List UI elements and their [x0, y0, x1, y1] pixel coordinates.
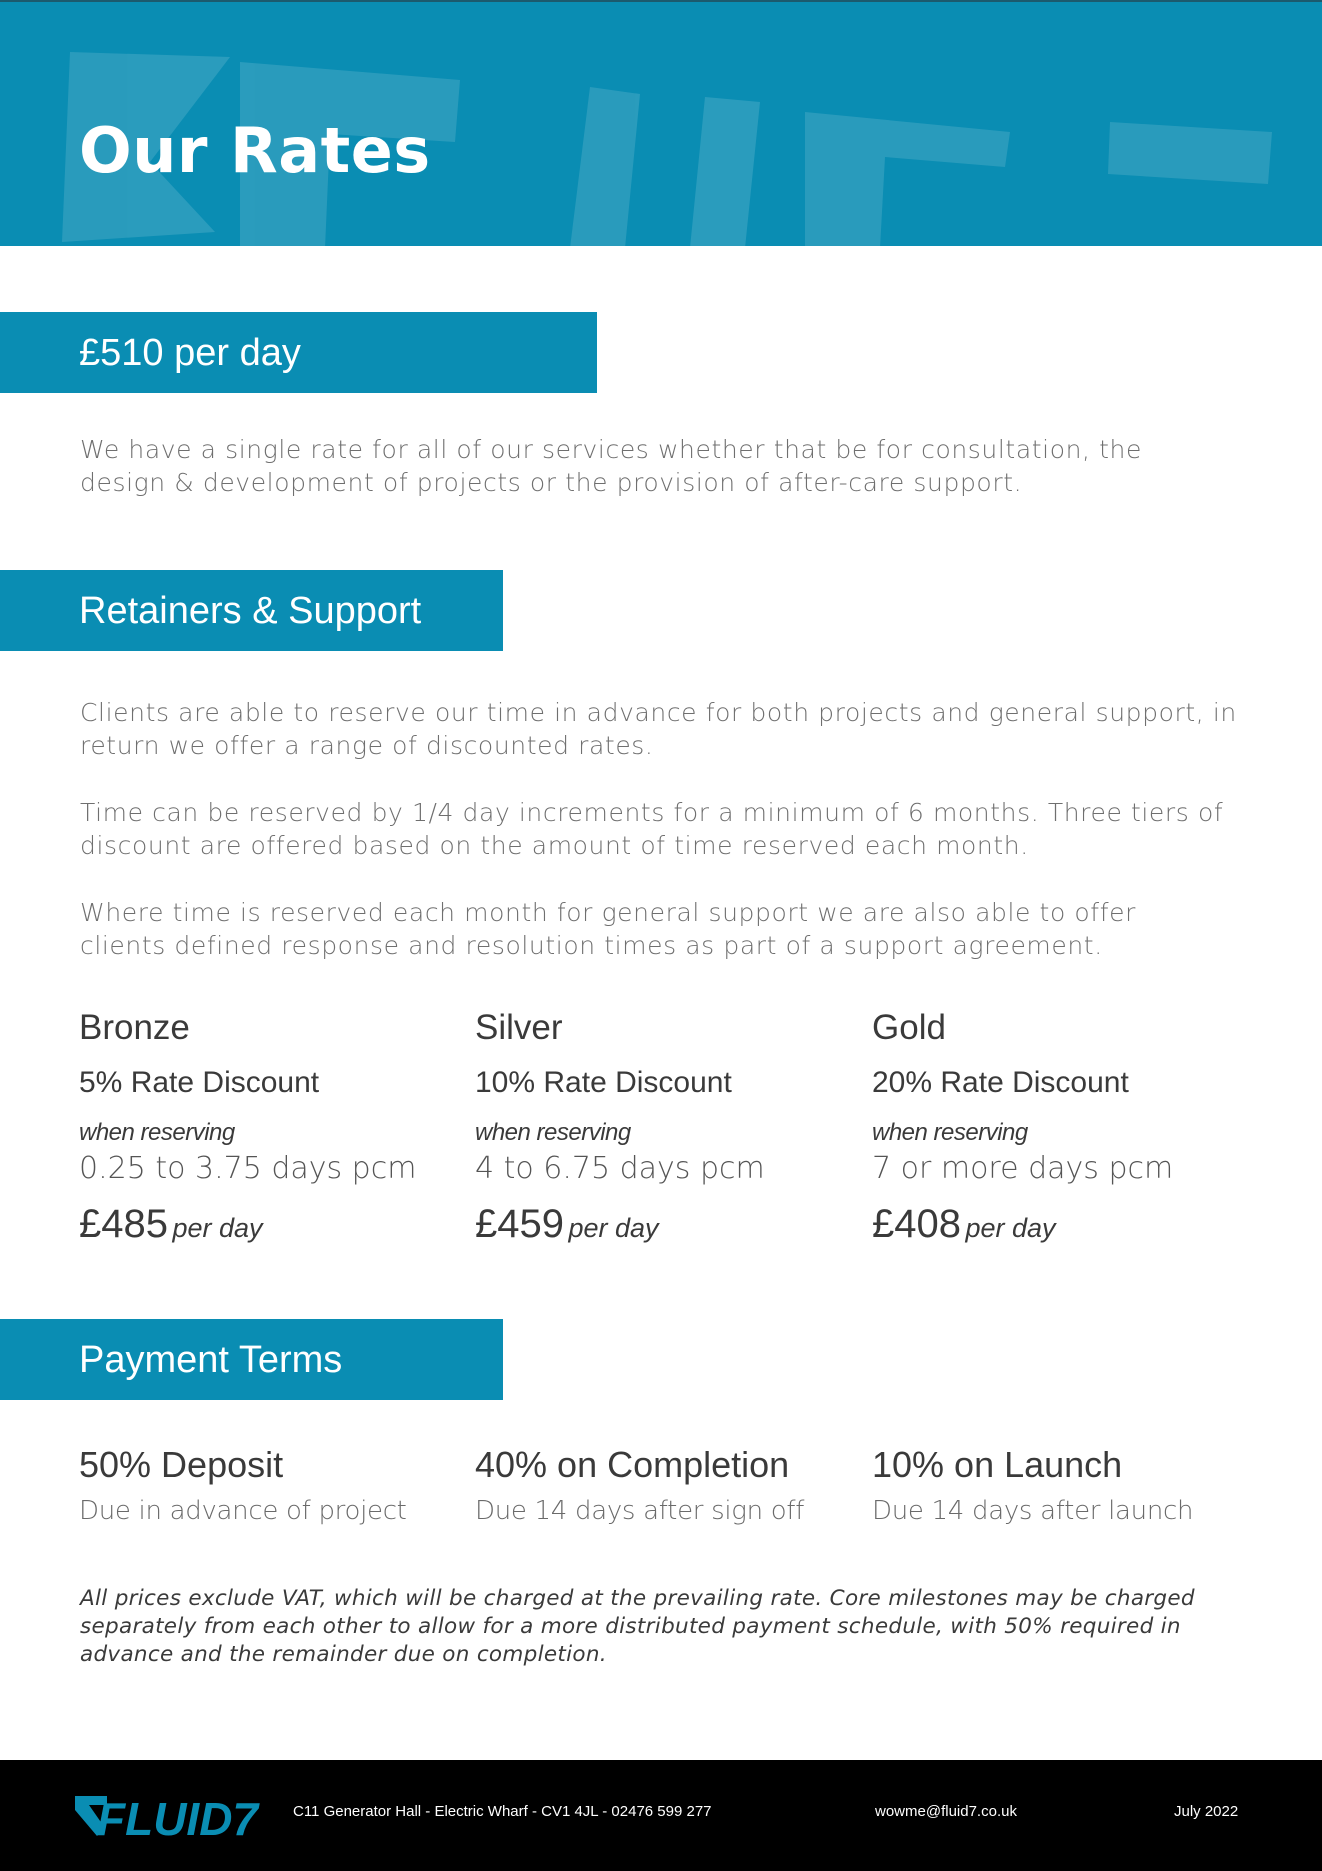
payment-term-desc: Due 14 days after launch — [872, 1496, 1194, 1526]
tier-name: Gold — [872, 1008, 946, 1047]
payment-term-title: 40% on Completion — [475, 1444, 790, 1485]
fluid7-logo — [75, 1792, 260, 1842]
footer — [0, 1760, 1322, 1871]
retainers-band — [0, 570, 503, 651]
header-banner — [0, 0, 1322, 246]
tier-name: Silver — [475, 1008, 563, 1047]
payment-term-desc: Due 14 days after sign off — [475, 1496, 805, 1526]
rate-label: £510 per day — [79, 332, 301, 374]
logo-text: FLUID7 — [97, 1793, 258, 1842]
page-title: Our Rates — [79, 114, 431, 187]
payment-heading: Payment Terms — [79, 1339, 343, 1381]
retainers-paragraph-2: Time can be reserved by 1/4 day increments for a minimum of 6 months. Three tiers of discount are offered based on the amount of time reserved each month. — [80, 798, 1224, 860]
tier-price-unit: per day — [172, 1213, 263, 1243]
retainers-paragraph-1: Clients are able to reserve our time in advance for both projects and general support, in return we offer a range of discounted rates. — [80, 698, 1237, 760]
footer-date: July 2022 — [1174, 1803, 1239, 1820]
rate-band — [0, 312, 597, 393]
rate-description: We have a single rate for all of our services whether that be for consultation, the design & development of projects or the provision of after-care support. — [80, 435, 1142, 497]
tier-discount: 5% Rate Discount — [79, 1066, 320, 1099]
tier-when: when reserving — [872, 1119, 1028, 1146]
payment-term-desc: Due in advance of project — [79, 1496, 407, 1526]
tier-when: when reserving — [475, 1119, 631, 1146]
tier-range: 7 or more days pcm — [872, 1151, 1174, 1186]
retainers-heading: Retainers & Support — [79, 590, 422, 632]
tier-price-amount: £459 — [475, 1202, 564, 1246]
tier-price — [872, 1202, 1056, 1247]
tier-price — [79, 1202, 263, 1247]
tier-price-amount: £408 — [872, 1202, 961, 1246]
tier-price-unit: per day — [568, 1213, 659, 1243]
tier-discount: 20% Rate Discount — [872, 1066, 1129, 1099]
footer-email[interactable]: wowme@fluid7.co.uk — [875, 1803, 1017, 1820]
retainers-paragraph-3: Where time is reserved each month for general support we are also able to offer clients defined response and resolution times as part of a support agreement. — [80, 898, 1136, 960]
tier-price-amount: £485 — [79, 1202, 168, 1246]
tier-price — [475, 1202, 659, 1247]
vat-note: All prices exclude VAT, which will be charged at the prevailing rate. Core milestones may be charged separately from each other to allow for a more distributed payment schedule, with 50% required in advance and the remainder due on completion. — [80, 1586, 1195, 1667]
payment-term-title: 50% Deposit — [79, 1444, 284, 1485]
tier-price-unit: per day — [965, 1213, 1056, 1243]
payment-term-title: 10% on Launch — [872, 1444, 1123, 1485]
payment-band — [0, 1319, 503, 1400]
tier-discount: 10% Rate Discount — [475, 1066, 732, 1099]
tier-when: when reserving — [79, 1119, 235, 1146]
tier-range: 0.25 to 3.75 days pcm — [79, 1151, 417, 1186]
footer-address: C11 Generator Hall - Electric Wharf - CV1 4JL - 02476 599 277 — [293, 1803, 712, 1820]
tier-name: Bronze — [79, 1008, 190, 1047]
tier-range: 4 to 6.75 days pcm — [475, 1151, 765, 1186]
